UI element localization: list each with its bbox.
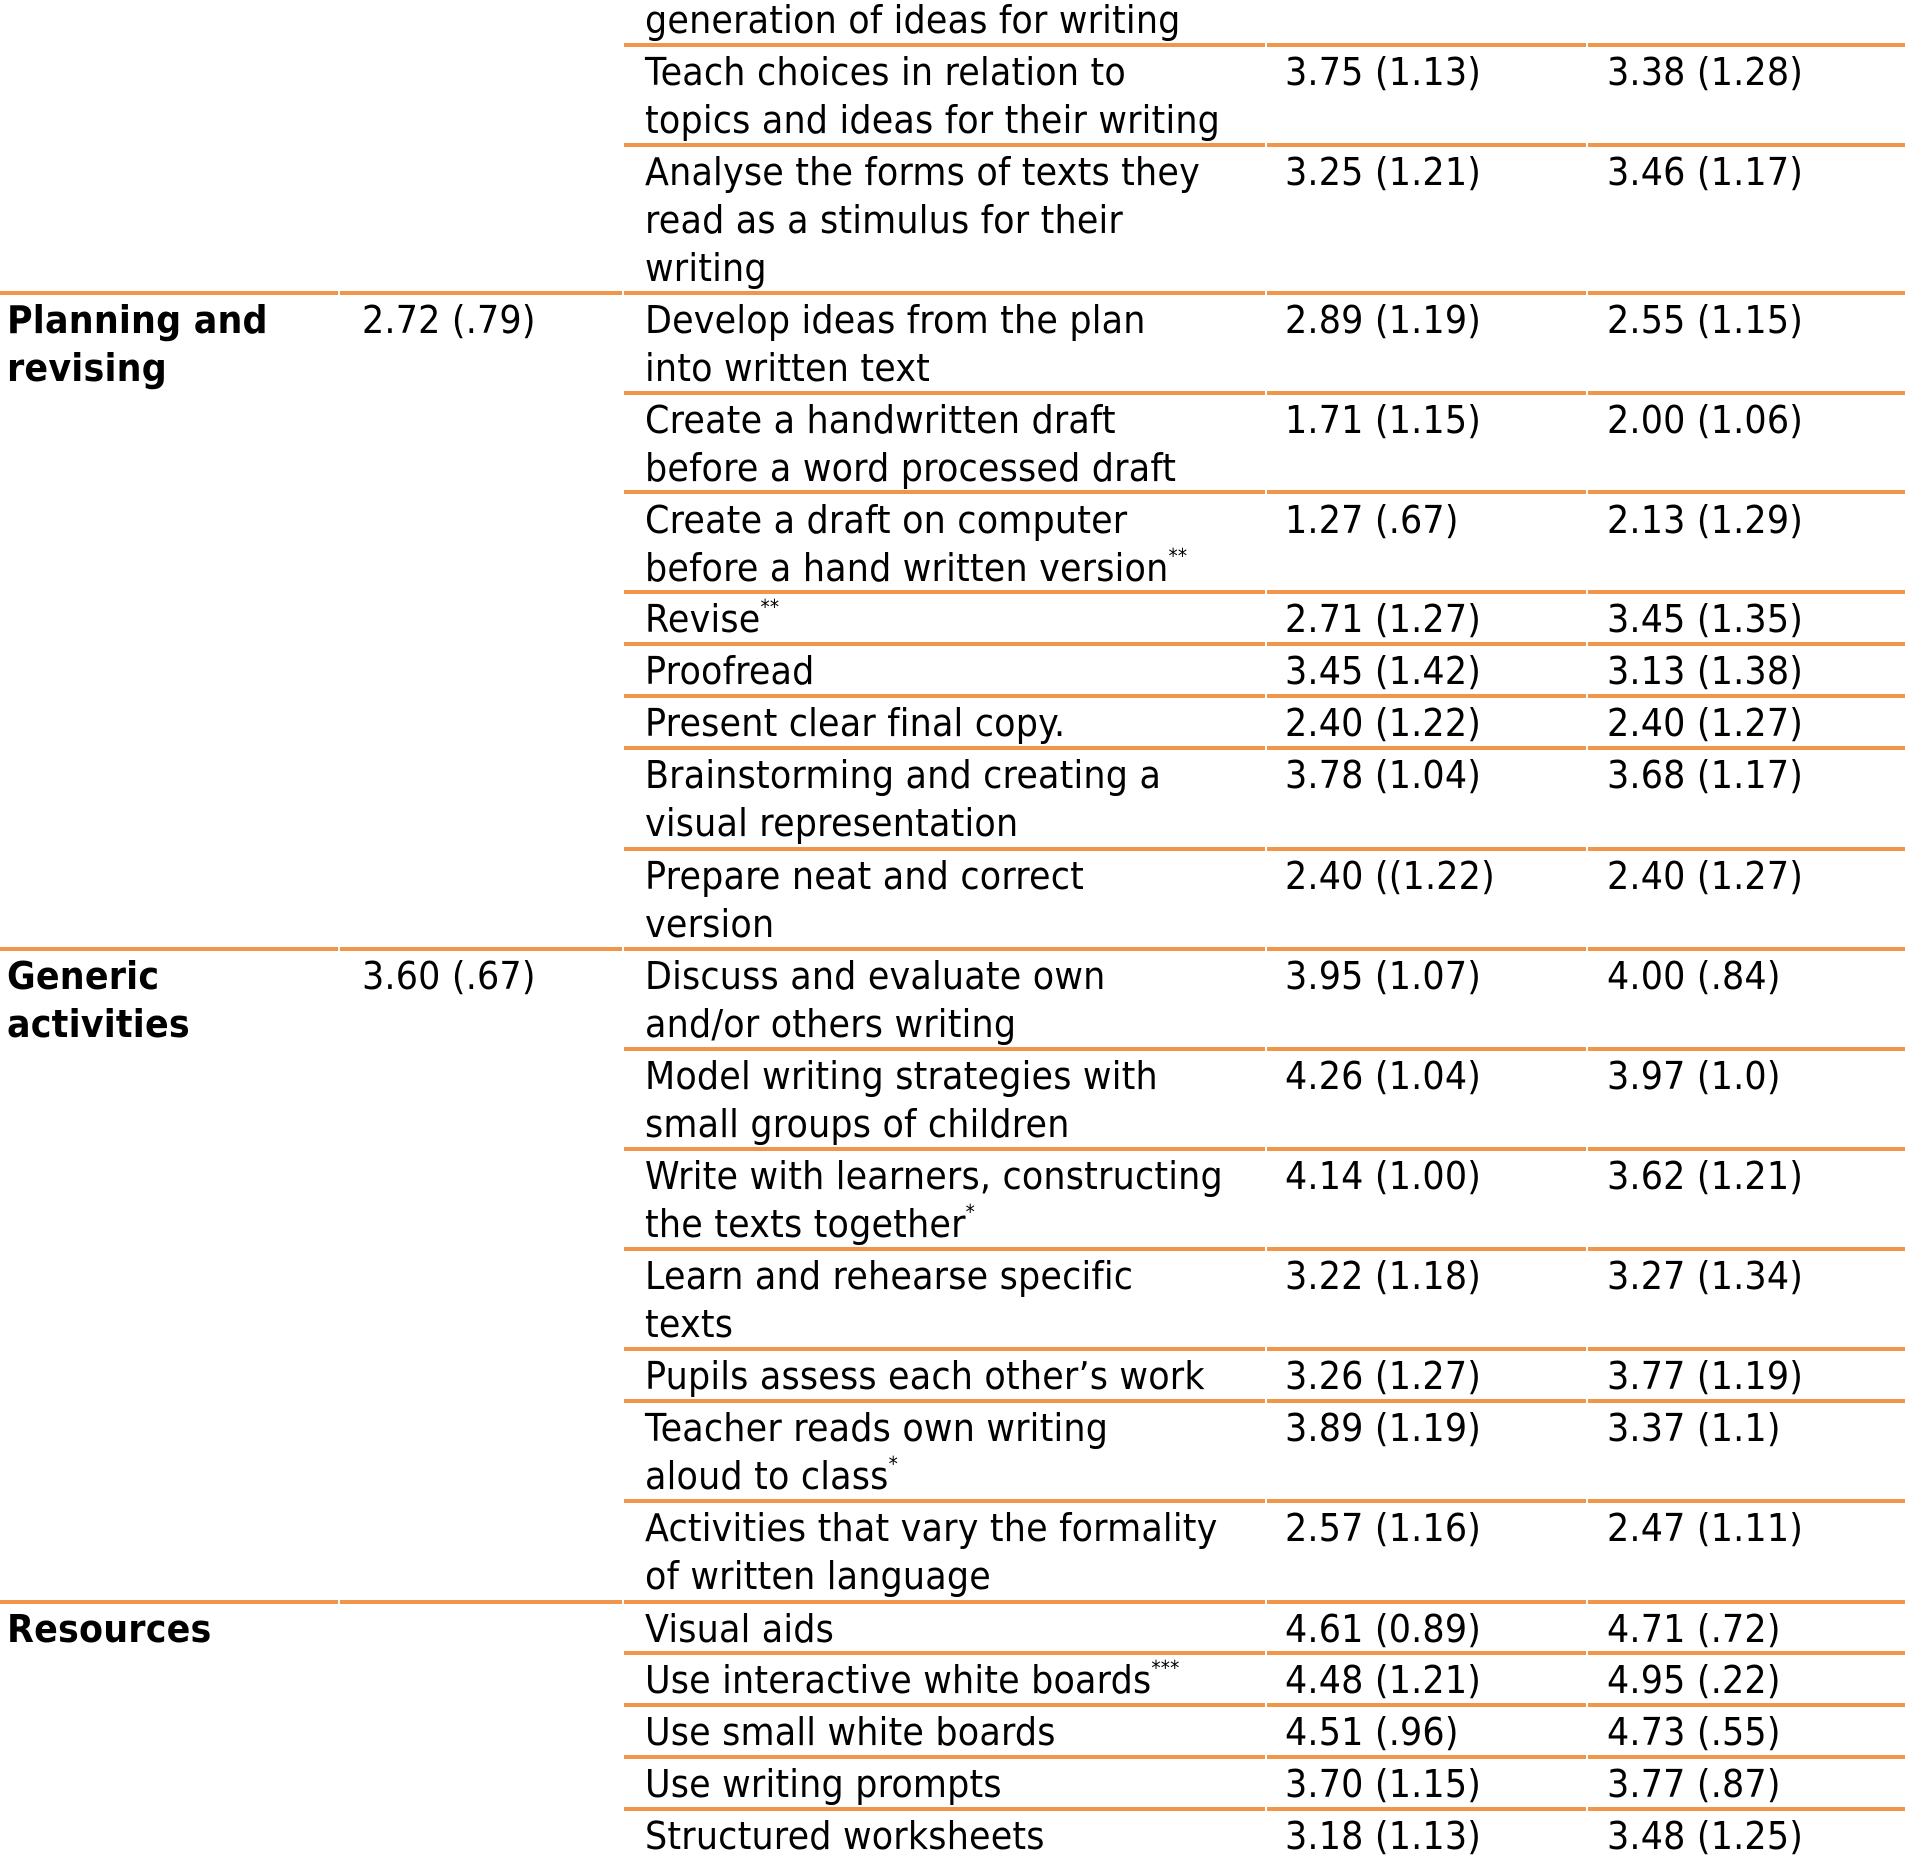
significance-marker: *** — [1151, 1656, 1180, 1680]
group2-value: 3.13 (1.38) — [1607, 649, 1804, 693]
group2-value: 3.46 (1.17) — [1607, 150, 1804, 194]
significance-marker: ** — [1168, 544, 1188, 568]
group2-value: 3.48 (1.25) — [1607, 1814, 1804, 1858]
activity-text: Discuss and evaluate own — [645, 954, 1106, 998]
activity-text: Learn and rehearse specific — [645, 1254, 1134, 1298]
group2-value: 3.77 (.87) — [1607, 1762, 1781, 1806]
group1-value: 2.40 ((1.22) — [1285, 854, 1495, 898]
activity-cell — [645, 0, 1181, 44]
group2-value: 4.71 (.72) — [1607, 1607, 1781, 1651]
activity-text: Teach choices in relation to — [645, 50, 1126, 94]
activity-text: Develop ideas from the plan — [645, 298, 1146, 342]
group2-value: 3.27 (1.34) — [1607, 1254, 1804, 1298]
group2-value: 4.00 (.84) — [1607, 954, 1781, 998]
activity-cell — [645, 852, 1084, 948]
group2-value: 4.95 (.22) — [1607, 1658, 1781, 1702]
activity-text: writing — [645, 246, 767, 290]
activity-text: before a word processed draft — [645, 446, 1177, 490]
activity-text: Analyse the forms of texts they — [645, 150, 1200, 194]
significance-marker: * — [888, 1452, 898, 1476]
group2-value: 2.40 (1.27) — [1607, 701, 1804, 745]
group1-value: 3.70 (1.15) — [1285, 1762, 1482, 1806]
activity-cell — [645, 1404, 1108, 1500]
group1-value: 4.51 (.96) — [1285, 1710, 1459, 1754]
group1-value: 3.45 (1.42) — [1285, 649, 1482, 693]
group1-value: 3.22 (1.18) — [1285, 1254, 1482, 1298]
activity-cell — [645, 595, 779, 643]
activity-text: Structured worksheets — [645, 1814, 1045, 1858]
activity-text: Create a draft on computer — [645, 498, 1128, 542]
activity-text: Write with learners, constructing — [645, 1154, 1223, 1198]
activity-text: visual representation — [645, 801, 1019, 845]
activity-cell — [645, 1760, 1002, 1808]
activity-cell — [645, 496, 1187, 592]
category-mean: 2.72 (.79) — [362, 298, 536, 342]
activity-text: Model writing strategies with — [645, 1054, 1158, 1098]
activity-text: Prepare neat and correct — [645, 854, 1085, 898]
group2-value: 3.77 (1.19) — [1607, 1354, 1804, 1398]
activity-cell — [645, 1656, 1180, 1704]
activity-text: texts — [645, 1302, 734, 1346]
activity-text: Use interactive white boards — [645, 1658, 1152, 1702]
group2-value: 3.62 (1.21) — [1607, 1154, 1804, 1198]
activity-text: Create a handwritten draft — [645, 398, 1116, 442]
activity-cell — [645, 296, 1146, 392]
group1-value: 1.27 (.67) — [1285, 498, 1459, 542]
activity-text: the texts together — [645, 1202, 966, 1246]
category-text: revising — [7, 346, 167, 390]
activity-text: before a hand written version — [645, 546, 1169, 590]
significance-marker: * — [965, 1200, 976, 1224]
group2-value: 2.13 (1.29) — [1607, 498, 1804, 542]
group2-value: 2.47 (1.11) — [1607, 1506, 1804, 1550]
group1-value: 3.89 (1.19) — [1285, 1406, 1482, 1450]
group1-value: 2.89 (1.19) — [1285, 298, 1482, 342]
activity-text: version — [645, 902, 775, 946]
activity-cell — [645, 699, 1065, 747]
activity-text: aloud to class — [645, 1454, 889, 1498]
activity-cell — [645, 48, 1220, 144]
category-mean: 3.60 (.67) — [362, 954, 536, 998]
group1-value: 3.18 (1.13) — [1285, 1814, 1482, 1858]
group2-value: 2.40 (1.27) — [1607, 854, 1804, 898]
activity-text: generation of ideas for writing — [645, 0, 1181, 42]
group2-value: 3.38 (1.28) — [1607, 50, 1804, 94]
activity-cell — [645, 1252, 1133, 1348]
row-divider — [623, 847, 1905, 851]
category-label — [7, 952, 190, 1048]
activity-cell — [645, 1812, 1045, 1860]
activity-cell — [645, 1504, 1217, 1600]
activity-text: small groups of children — [645, 1102, 1070, 1146]
group2-value: 3.45 (1.35) — [1607, 597, 1804, 641]
group1-value: 3.25 (1.21) — [1285, 150, 1482, 194]
group1-value: 4.14 (1.00) — [1285, 1154, 1482, 1198]
group1-value: 2.71 (1.27) — [1285, 597, 1482, 641]
group1-value: 2.40 (1.22) — [1285, 701, 1482, 745]
activity-cell — [645, 1352, 1205, 1400]
group2-value: 4.73 (.55) — [1607, 1710, 1781, 1754]
category-label — [7, 296, 268, 392]
activity-cell — [645, 647, 815, 695]
activity-cell — [645, 1052, 1158, 1148]
significance-marker: ** — [760, 595, 780, 619]
column-gap — [1586, 0, 1588, 1859]
activity-text: into written text — [645, 346, 931, 390]
activity-text: read as a stimulus for their — [645, 198, 1123, 242]
activity-text: Use writing prompts — [645, 1762, 1002, 1806]
activity-text: Activities that vary the formality — [645, 1506, 1218, 1550]
activity-text: Revise — [645, 597, 761, 641]
activity-cell — [645, 751, 1161, 847]
activity-text: of written language — [645, 1554, 991, 1598]
column-gap — [338, 0, 340, 1859]
group1-value: 3.78 (1.04) — [1285, 753, 1482, 797]
activity-cell — [645, 1152, 1223, 1248]
activity-text: Brainstorming and creating a — [645, 753, 1162, 797]
activity-text: Pupils assess each other’s work — [645, 1354, 1205, 1398]
group1-value: 1.71 (1.15) — [1285, 398, 1482, 442]
activity-text: and/or others writing — [645, 1002, 1017, 1046]
group2-value: 3.68 (1.17) — [1607, 753, 1804, 797]
group2-value: 2.00 (1.06) — [1607, 398, 1804, 442]
activity-text: Proofread — [645, 649, 815, 693]
column-gap — [622, 0, 624, 1859]
activity-text: Present clear final copy. — [645, 701, 1066, 745]
group1-value: 4.26 (1.04) — [1285, 1054, 1482, 1098]
activity-cell — [645, 1708, 1056, 1756]
group1-value: 3.95 (1.07) — [1285, 954, 1482, 998]
activity-text: Teacher reads own writing — [645, 1406, 1109, 1450]
category-label — [7, 1605, 211, 1653]
group2-value: 2.55 (1.15) — [1607, 298, 1804, 342]
column-gap — [1265, 0, 1267, 1859]
group1-value: 3.75 (1.13) — [1285, 50, 1482, 94]
activity-cell — [645, 396, 1176, 492]
group2-value: 3.37 (1.1) — [1607, 1406, 1781, 1450]
group1-value: 3.26 (1.27) — [1285, 1354, 1482, 1398]
category-text: activities — [7, 1002, 190, 1046]
group1-value: 4.48 (1.21) — [1285, 1658, 1482, 1702]
group1-value: 2.57 (1.16) — [1285, 1506, 1482, 1550]
activity-cell — [645, 952, 1105, 1048]
activity-cell — [645, 1605, 834, 1653]
activity-text: topics and ideas for their writing — [645, 98, 1221, 142]
activity-cell — [645, 148, 1200, 292]
group1-value: 4.61 (0.89) — [1285, 1607, 1482, 1651]
activity-text: Use small white boards — [645, 1710, 1056, 1754]
category-text: Planning and — [7, 298, 268, 342]
group2-value: 3.97 (1.0) — [1607, 1054, 1781, 1098]
category-divider — [0, 1600, 1905, 1604]
category-text: Generic — [7, 954, 160, 998]
category-text: Resources — [7, 1607, 212, 1651]
activity-text: Visual aids — [645, 1607, 835, 1651]
